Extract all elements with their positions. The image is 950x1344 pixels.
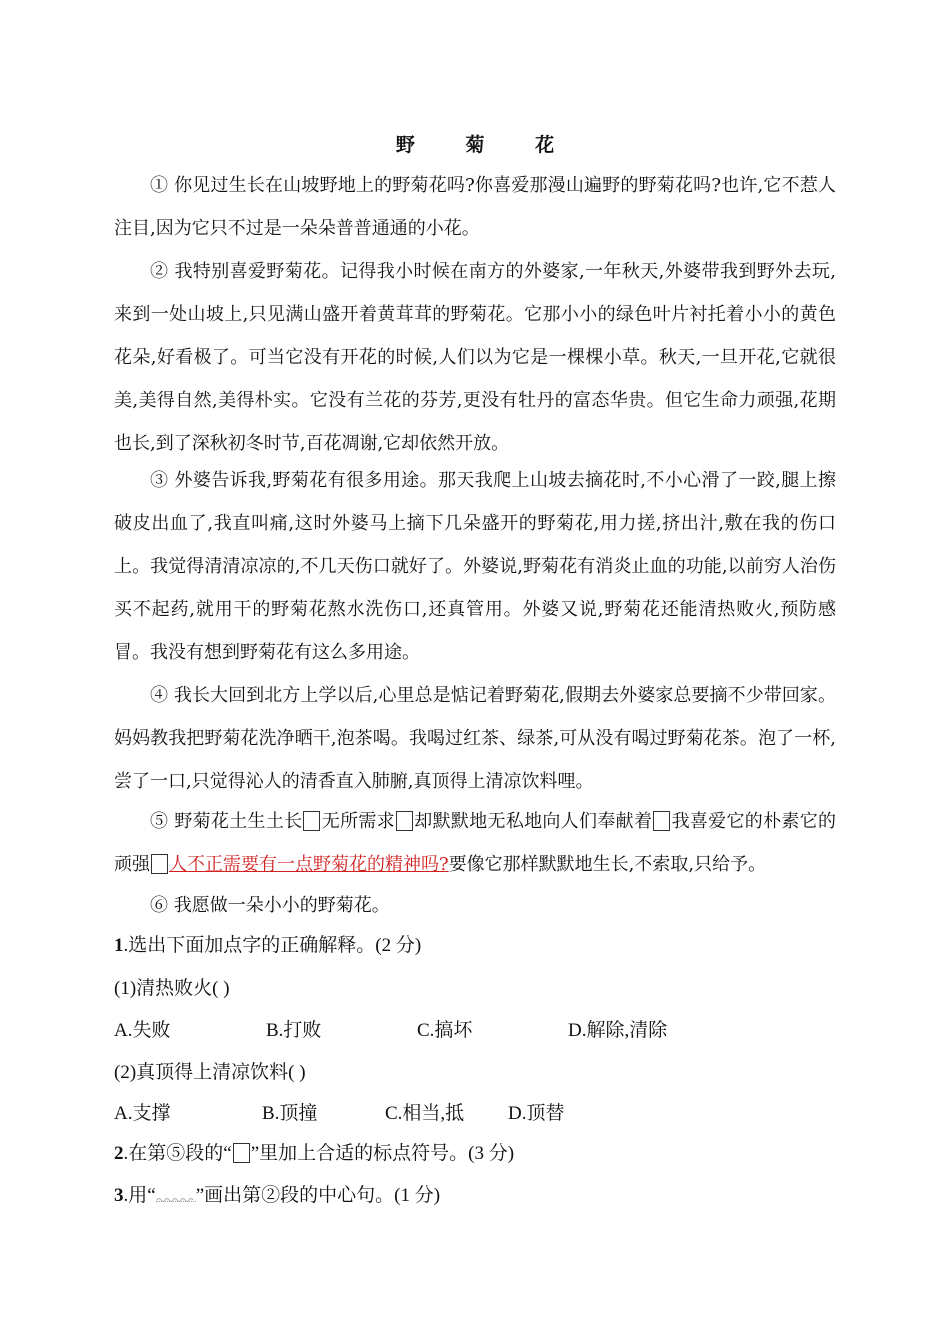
question-3-number: 3	[114, 1185, 124, 1206]
option-1b-D[interactable]: D.顶替	[508, 1103, 565, 1124]
question-2-text-pre: .在第⑤段的“	[123, 1143, 232, 1164]
question-2	[114, 1138, 514, 1165]
question-3-text-post: ”画出第②段的中心句。(1 分)	[195, 1185, 441, 1206]
option-1b-A[interactable]: A.支撑	[114, 1103, 171, 1124]
option-1a-C[interactable]: C.搞坏	[417, 1020, 473, 1041]
paragraph-2: ② 我特别喜爱野菊花。记得我小时候在南方的外婆家,一年秋天,外婆带我到野外去玩,来到一处山坡上,只见满山盛开着黄茸茸的野菊花。它那小小的绿色叶片衬托着小小的黄色花朵,好看极了。可当它没有开花的时候,人们以为它是一棵棵小草。秋天,一旦开花,它就很美,美得自然,美得朴实。它没有兰花的芬芳,更没有牡丹的富态华贵。但它生命力顽强,花期也长,到了深秋初冬时节,百花凋谢,它却依然开放。	[114, 261, 836, 454]
punctuation-box-4[interactable]	[151, 854, 168, 874]
question-2-number: 2	[114, 1143, 124, 1164]
underlined-question-sentence: 人不正需要有一点野菊花的精神吗?	[169, 854, 449, 875]
punctuation-box-2[interactable]	[396, 811, 413, 831]
paragraph-3: ③ 外婆告诉我,野菊花有很多用途。那天我爬上山坡去摘花时,不小心滑了一跤,腿上擦破皮出血了,我直叫痛,这时外婆马上摘下几朵盛开的野菊花,用力搓,挤出汁,敷在我的伤口上。我觉得清清凉凉的,不几天伤口就好了。外婆说,野菊花有消炎止血的功能,以前穷人治伤买不起药,就用干的野菊花熬水洗伤口,还真管用。外婆又说,野菊花还能清热败火,预防感冒。我没有想到野菊花有这么多用途。	[114, 470, 836, 663]
question-1-text: .选出下面加点字的正确解释。(2 分)	[123, 935, 422, 956]
paragraph-1: ① 你见过生长在山坡野地上的野菊花吗?你喜爱那漫山遍野的野菊花吗?也许,它不惹人注目,因为它只不过是一朵朵普普通通的小花。	[114, 175, 836, 239]
question-1	[114, 930, 421, 957]
punctuation-box-sample	[233, 1143, 250, 1163]
question-3	[114, 1180, 440, 1207]
option-1b-B[interactable]: B.顶撞	[262, 1103, 318, 1124]
p5-segment-2: 无所需求	[321, 811, 395, 832]
paragraph-4: ④ 我长大回到北方上学以后,心里总是惦记着野菊花,假期去外婆家总要摘不少带回家。妈妈教我把野菊花洗净晒干,泡茶喝。我喝过红茶、绿茶,可从没有喝过野菊花茶。泡了一杯,尝了一口,只觉得沁人的清香直入肺腑,真顶得上清凉饮料哩。	[114, 685, 836, 792]
p5-segment-3: 却默默地无私地向人们奉献着	[414, 811, 653, 832]
p5-segment-5: 要像它那样默默地生长,不索取,只给予。	[448, 854, 767, 875]
paragraph-6: ⑥ 我愿做一朵小小的野菊花。	[150, 895, 390, 916]
option-1a-D[interactable]: D.解除,清除	[568, 1020, 668, 1041]
question-1-part-1: (1)清热败火( )	[114, 978, 230, 999]
article-title: 野 菊 花	[395, 134, 577, 156]
question-2-text-post: ”里加上合适的标点符号。(3 分)	[250, 1143, 515, 1164]
punctuation-box-3[interactable]	[653, 811, 670, 831]
question-3-text-pre: .用“	[123, 1185, 156, 1206]
option-1a-A[interactable]: A.失败	[114, 1020, 171, 1041]
p5-segment-1: ⑤ 野菊花土生土长	[150, 811, 303, 832]
punctuation-box-1[interactable]	[303, 811, 320, 831]
option-1a-B[interactable]: B.打败	[266, 1020, 322, 1041]
option-1b-C[interactable]: C.相当,抵	[385, 1103, 465, 1124]
question-1-part-2: (2)真顶得上清凉饮料( )	[114, 1062, 306, 1083]
paragraph-5	[114, 800, 836, 886]
question-1-number: 1	[114, 935, 124, 956]
wavy-line-icon	[156, 1187, 196, 1202]
p5-segment-4: 我喜爱它的朴素它的顽强	[114, 811, 837, 875]
